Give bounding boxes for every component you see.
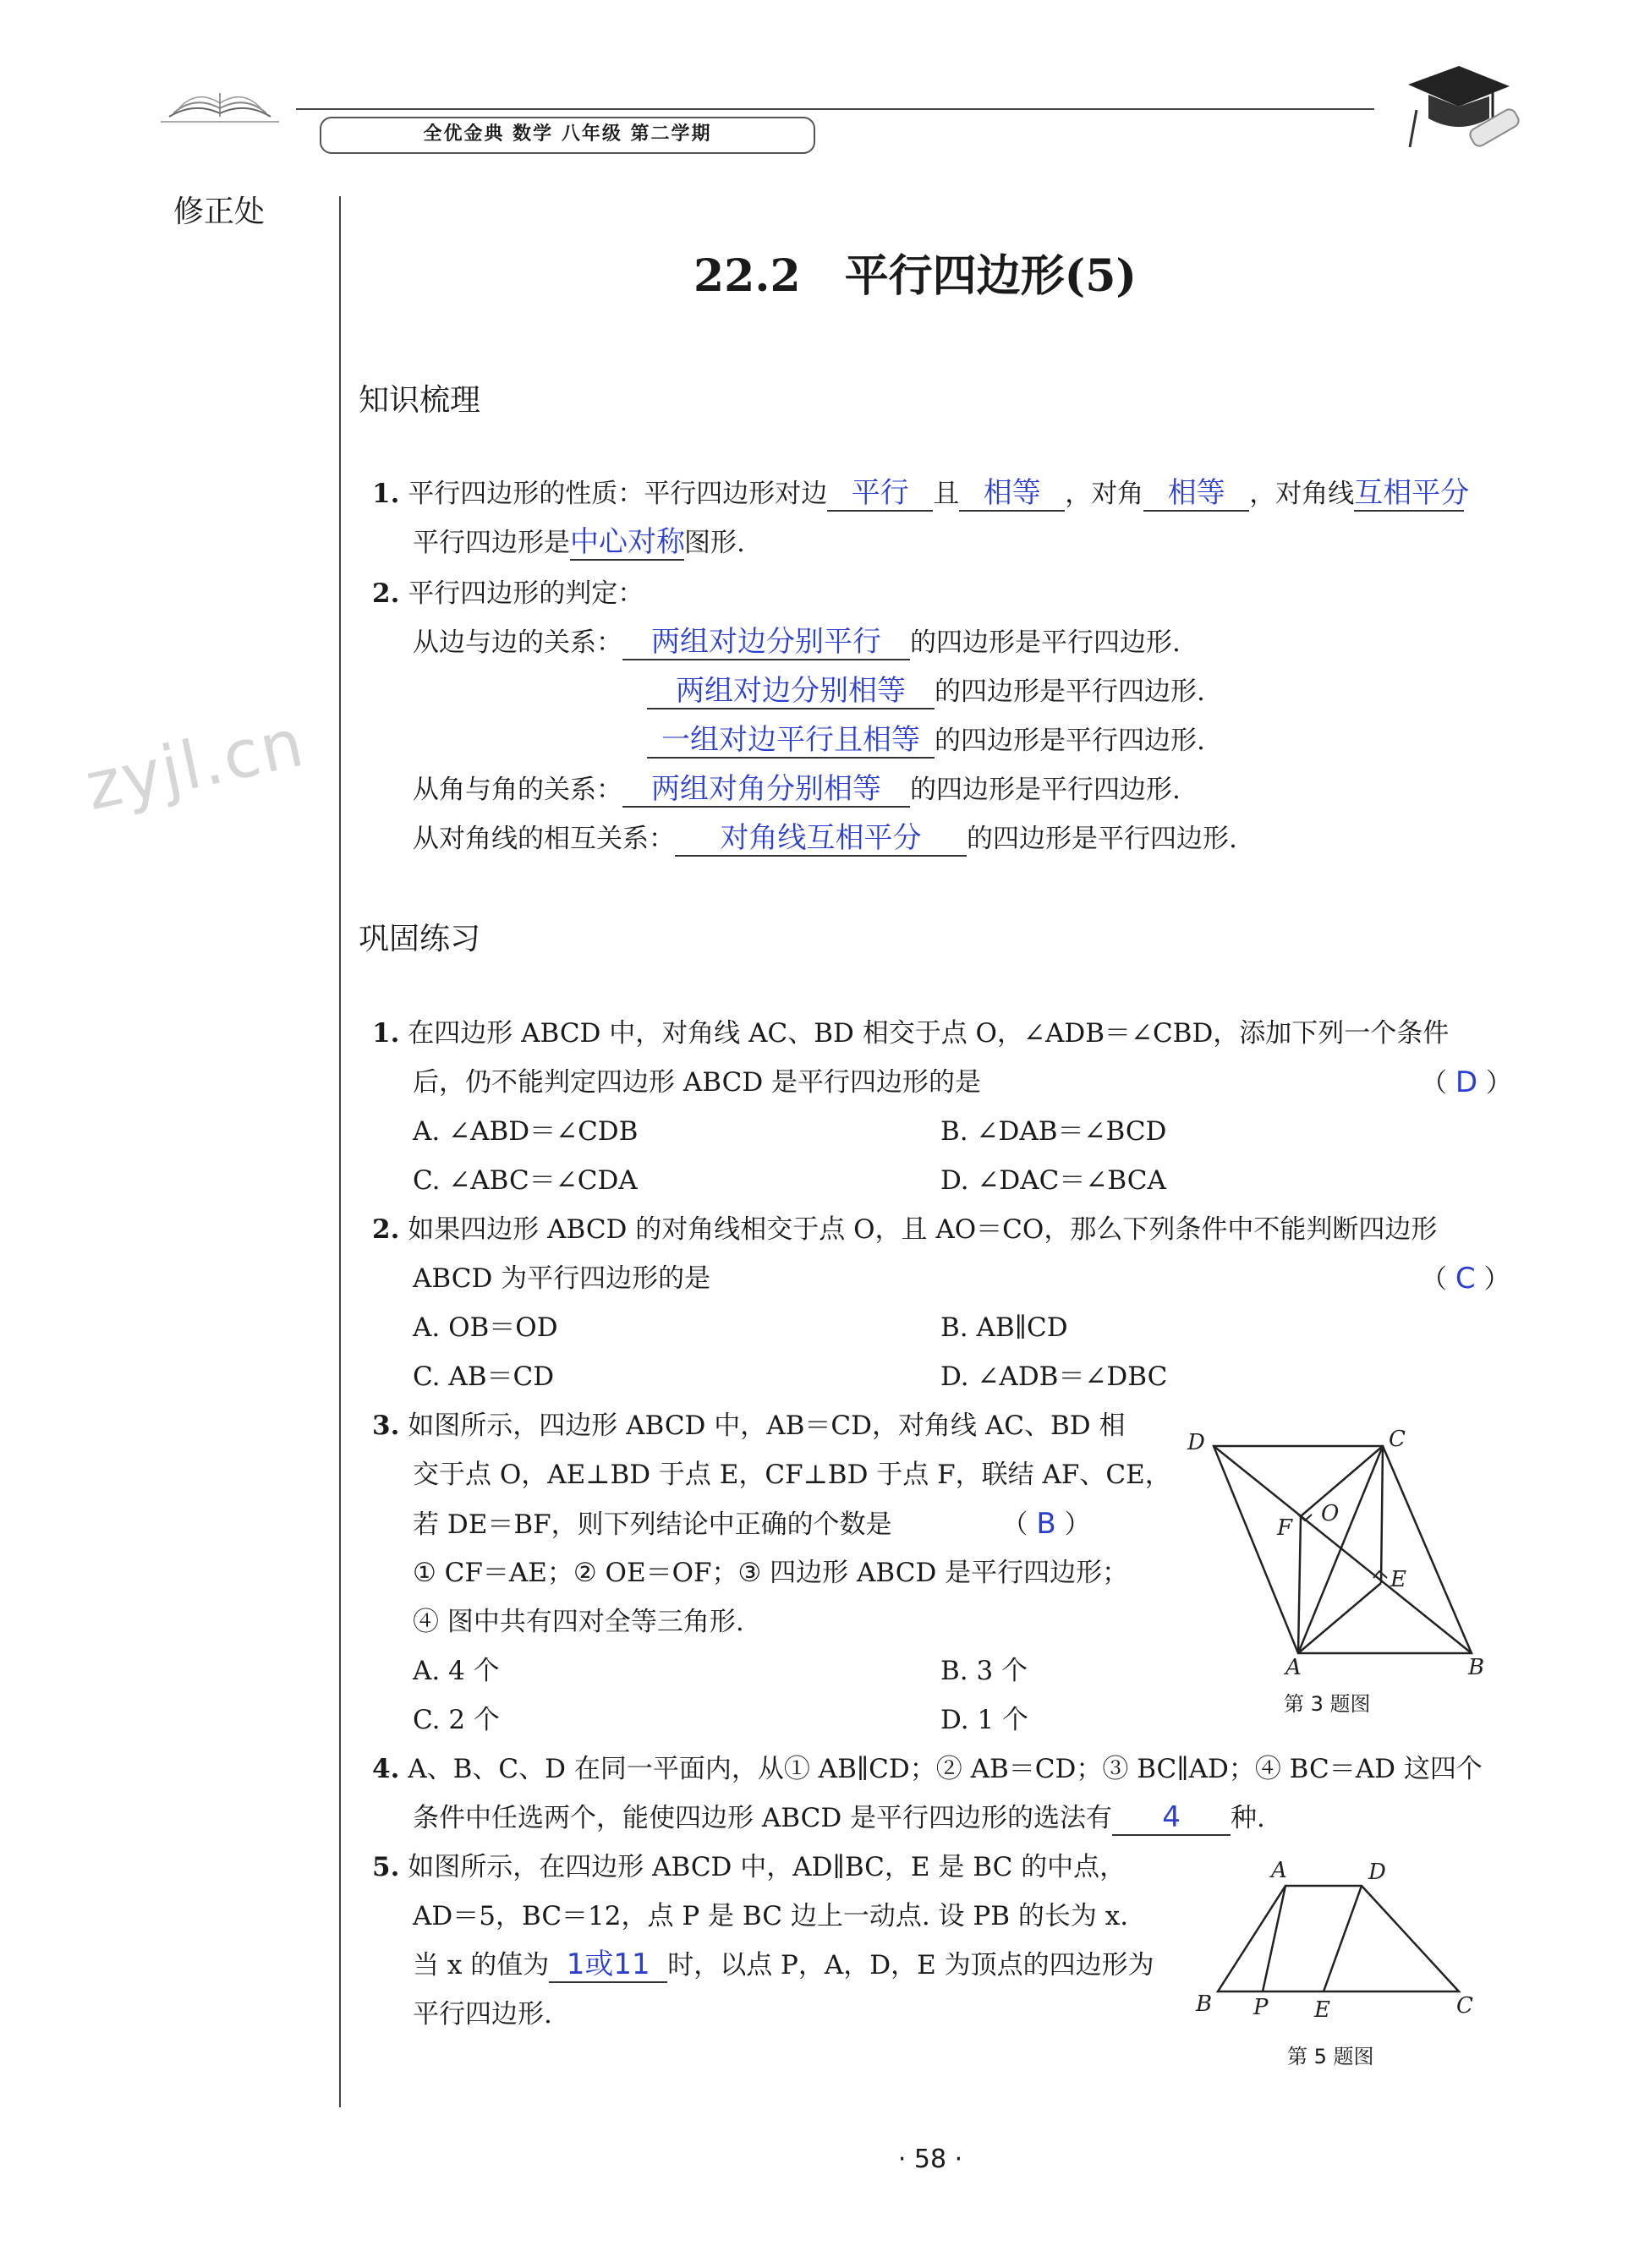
answer-blank: 1或11 (549, 1948, 667, 1983)
practice-q5-line4: 平行四边形. (413, 1999, 552, 2030)
label-c: C (1456, 1993, 1473, 2019)
label-c: C (1389, 1427, 1406, 1452)
label-a: A (1271, 1858, 1287, 1883)
watermark: zyjl.cn (79, 704, 312, 826)
label-e: E (1390, 1567, 1406, 1592)
label-b: B (1468, 1655, 1485, 1674)
knowledge-q2-intro: 2. 平行四边形的判定： (372, 578, 644, 609)
section-heading-knowledge: 知识梳理 (359, 383, 481, 418)
knowledge-q2-side3: 一组对边平行且相等 的四边形是平行四边形. (647, 722, 1205, 759)
q3-caption: 第 3 题图 (1284, 1692, 1371, 1716)
correction-label: 修正处 (173, 194, 266, 229)
option: A. 4 个 (413, 1656, 500, 1686)
label-p: P (1253, 1995, 1269, 2020)
practice-q4-line2: 条件中任选两个，能使四边形 ABCD 是平行四边形的选法有 4 种. (413, 1800, 1265, 1834)
knowledge-q2-diag: 从对角线的相互关系： 对角线互相平分 的四边形是平行四边形. (413, 821, 1237, 855)
option: B. 3 个 (940, 1656, 1028, 1686)
practice-q3-line3: 若 DE＝BF，则下列结论中正确的个数是 （ B ） (413, 1507, 1091, 1541)
option: A. ∠ABD＝∠CDB (413, 1116, 639, 1147)
option: D. ∠ADB＝∠DBC (940, 1361, 1168, 1392)
practice-q3-line5: ④ 图中共有四对全等三角形. (413, 1607, 744, 1637)
option: B. ∠DAB＝∠BCD (940, 1116, 1167, 1147)
answer-blank: 平行 (827, 476, 933, 512)
q5-figure (1184, 1852, 1488, 2021)
answer-blank: 4 (1112, 1800, 1231, 1836)
page-title: 22.2 平行四边形(5) (693, 250, 1137, 302)
practice-q3-line4: ① CF＝AE；② OE＝OF；③ 四边形 ABCD 是平行四边形； (413, 1558, 1129, 1588)
page-number: · 58 · (897, 2145, 963, 2174)
q5-caption: 第 5 题图 (1287, 2045, 1374, 2068)
label-a: A (1285, 1655, 1302, 1674)
margin-rule (339, 196, 341, 2107)
label-f: F (1277, 1515, 1293, 1541)
label-e: E (1314, 1997, 1330, 2021)
practice-q1-answer: （ D ） (1421, 1066, 1512, 1099)
knowledge-q1-line1: 1. 平行四边形的性质：平行四边形对边 平行 且 相等 ，对角 相等 ，对角线互相平分 (372, 476, 1470, 510)
option: C. 2 个 (413, 1705, 500, 1735)
header-rule (296, 108, 1374, 110)
practice-q2-line1: 2. 如果四边形 ABCD 的对角线相交于点 O，且 AO＝CO，那么下列条件中不能判断四边形 (372, 1214, 1438, 1245)
practice-q3-line1: 3. 如图所示，四边形 ABCD 中，AB＝CD，对角线 AC、BD 相 (372, 1411, 1126, 1441)
answer-blank: 两组对边分别平行 (622, 625, 910, 660)
option: D. 1 个 (940, 1705, 1029, 1735)
option: B. AB∥CD (940, 1312, 1068, 1343)
label-d: D (1368, 1860, 1386, 1885)
practice-q1-line2: 后，仍不能判定四边形 ABCD 是平行四边形的是 (413, 1067, 982, 1098)
book-icon (161, 76, 279, 127)
answer-blank: 一组对边平行且相等 (647, 723, 935, 759)
practice-q5-line2: AD＝5，BC＝12，点 P 是 BC 边上一动点. 设 PB 的长为 x. (413, 1901, 1129, 1931)
option: D. ∠DAC＝∠BCA (940, 1165, 1166, 1196)
answer-blank: 对角线互相平分 (675, 821, 967, 857)
option: C. ∠ABC＝∠CDA (413, 1165, 638, 1196)
answer-blank: 相等 (959, 476, 1065, 512)
answer-blank: 相等 (1143, 476, 1249, 512)
practice-q2-line2: ABCD 为平行四边形的是 (413, 1263, 711, 1294)
section-heading-practice: 巩固练习 (359, 922, 481, 956)
header-banner: 全优金典 数学 八年级 第二学期 (423, 123, 712, 145)
knowledge-q2-side2: 两组对边分别相等 的四边形是平行四边形. (647, 673, 1205, 710)
option: C. AB＝CD (413, 1361, 555, 1392)
label-o: O (1321, 1501, 1340, 1526)
label-d: D (1187, 1430, 1205, 1455)
practice-q1-line1: 1. 在四边形 ABCD 中，对角线 AC、BD 相交于点 O，∠ADB＝∠CBD，添加下列一个条件 (372, 1018, 1450, 1049)
graduation-cap-icon (1391, 59, 1527, 161)
practice-q2-answer: （ C ） (1421, 1262, 1510, 1296)
answer-blank: 中心对称 (570, 525, 685, 559)
practice-q5-line1: 5. 如图所示，在四边形 ABCD 中，AD∥BC，E 是 BC 的中点， (372, 1852, 1126, 1882)
knowledge-q1-line2: 平行四边形是中心对称图形. (413, 525, 745, 559)
label-b: B (1196, 1991, 1213, 2017)
practice-q3-line2: 交于点 O，AE⊥BD 于点 E，CF⊥BD 于点 F，联结 AF、CE， (413, 1460, 1171, 1490)
answer-blank: 两组对边分别相等 (647, 674, 935, 709)
knowledge-q2-angle: 从角与角的关系： 两组对角分别相等 的四边形是平行四边形. (413, 772, 1181, 806)
answer-blank: 两组对角分别相等 (622, 772, 910, 808)
practice-q4-line1: 4. A、B、C、D 在同一平面内，从① AB∥CD；② AB＝CD；③ BC∥AD；④ BC＝AD 这四个 (372, 1754, 1483, 1784)
knowledge-q2-side1: 从边与边的关系： 两组对边分别平行 的四边形是平行四边形. (413, 625, 1181, 659)
option: A. OB＝OD (413, 1312, 558, 1343)
practice-q5-line3: 当 x 的值为 1或11 时，以点 P，A，D，E 为顶点的四边形为 (413, 1948, 1154, 1981)
q3-figure (1176, 1421, 1497, 1674)
answer-blank: 互相平分 (1354, 476, 1470, 510)
